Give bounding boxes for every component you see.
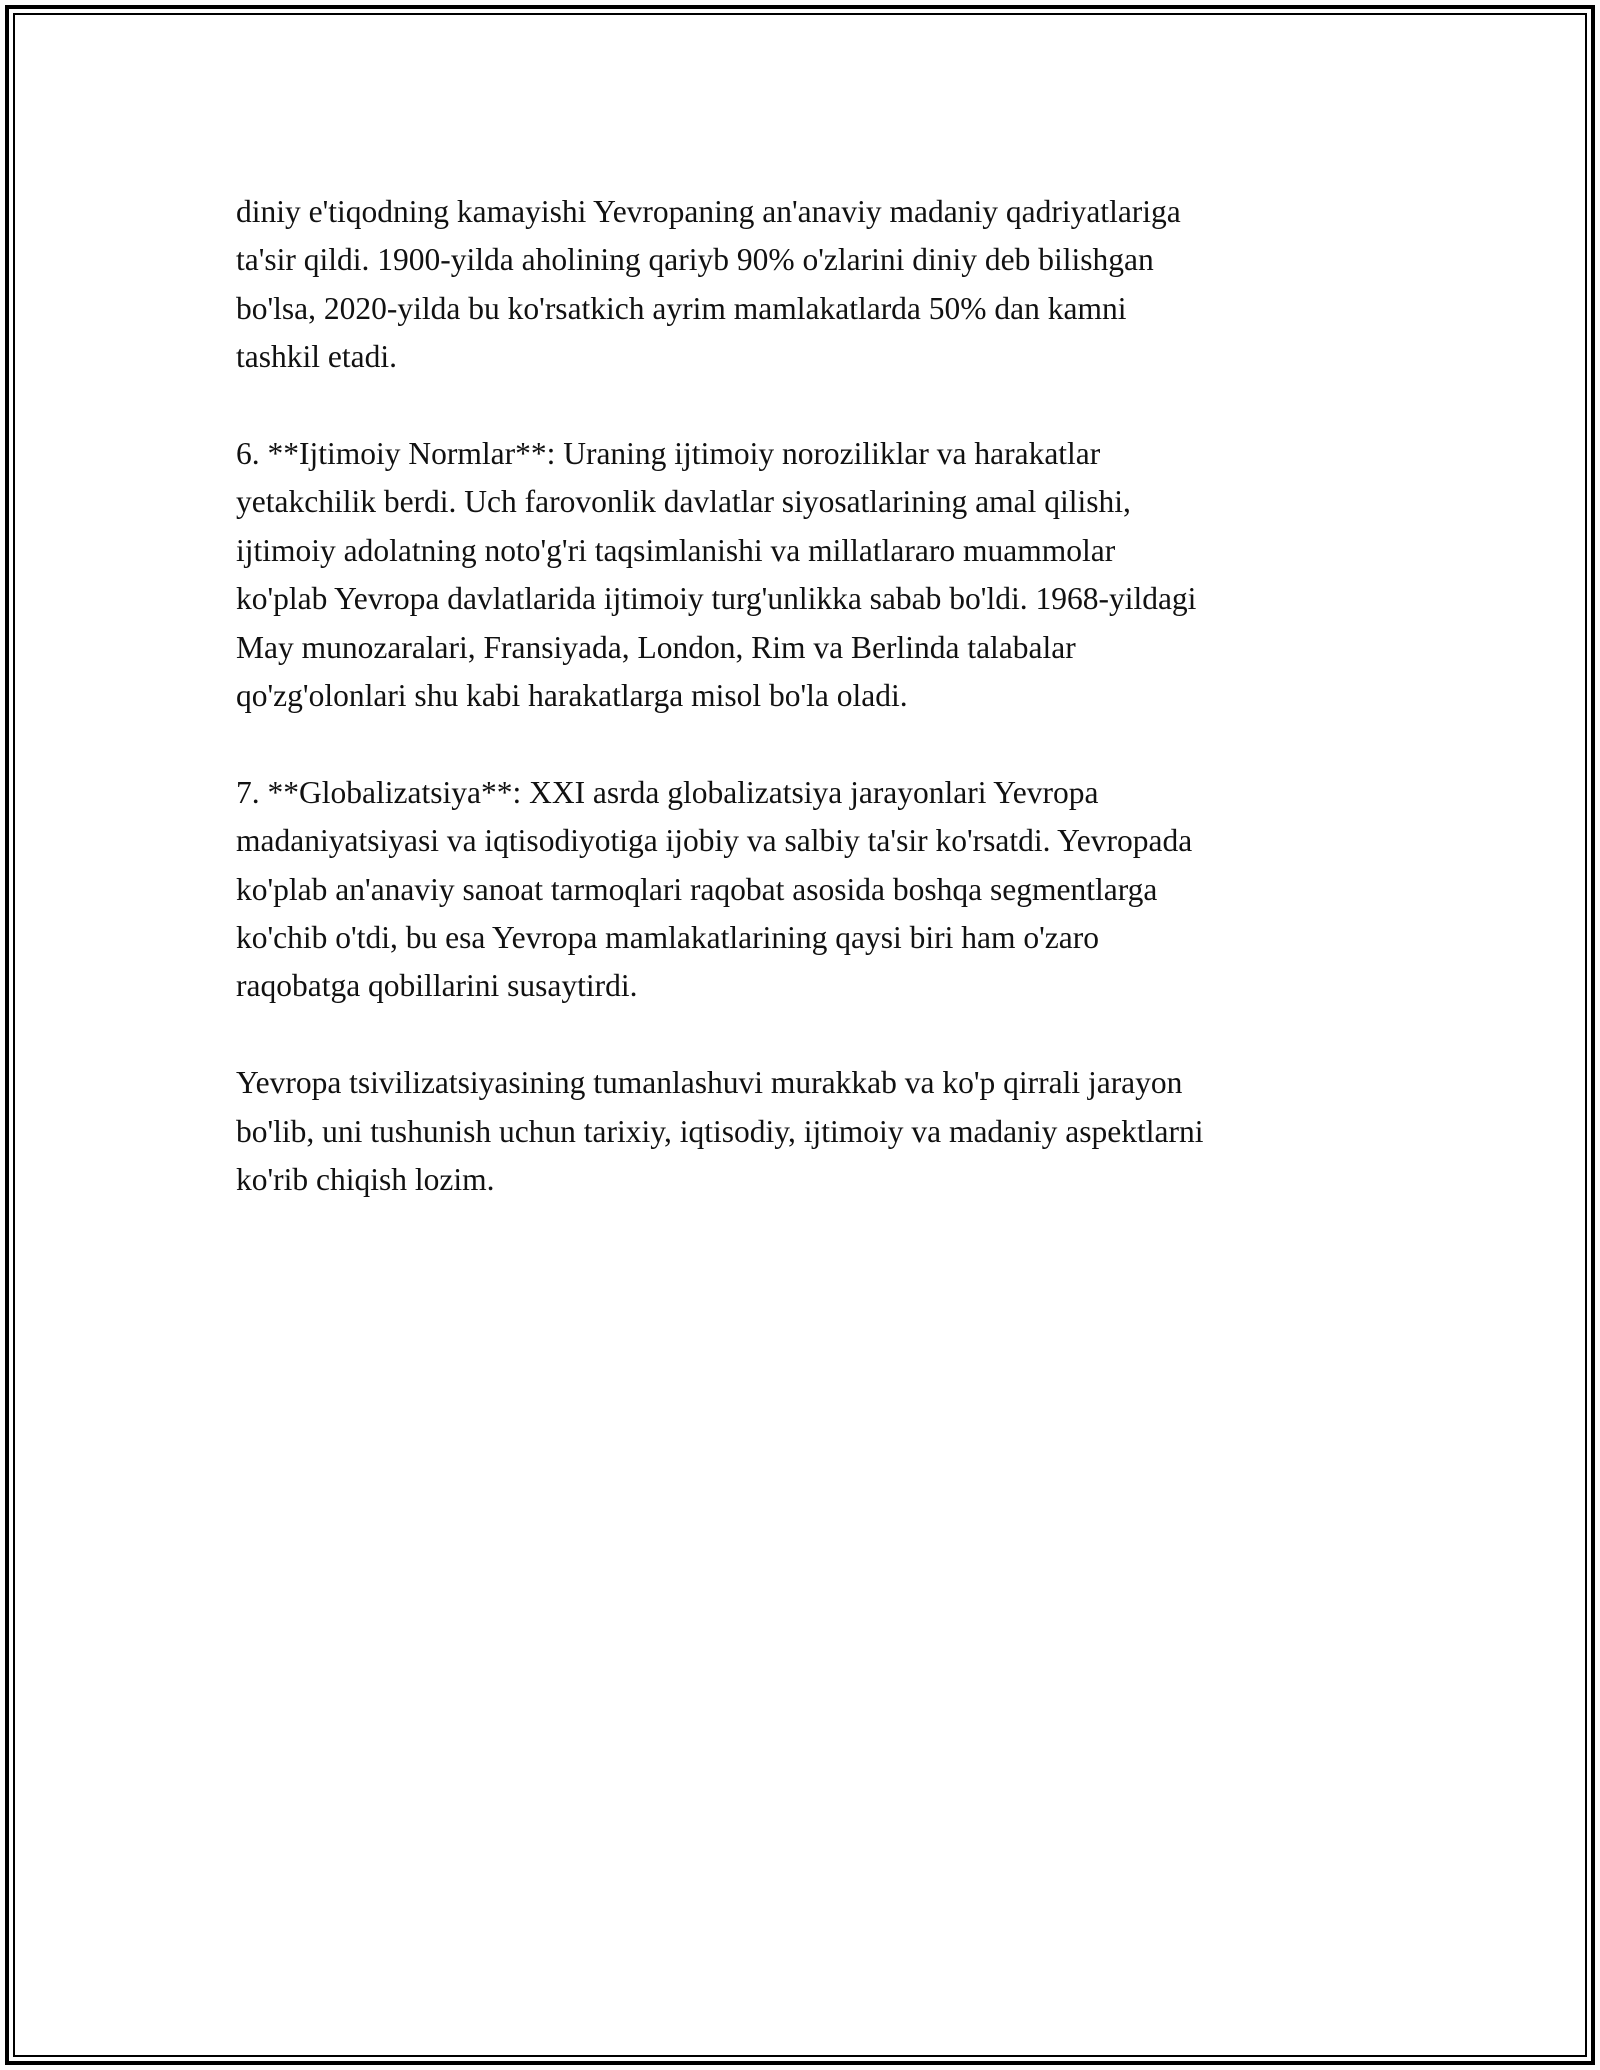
paragraph-religion <box>236 188 1386 382</box>
text-line: ta'sir qildi. 1900-yilda aholining qariyb 90% o'zlarini diniy deb bilishgan <box>236 242 1154 278</box>
text-line: qo'zg'olonlari shu kabi harakatlarga misol bo'la oladi. <box>236 678 908 714</box>
document-body <box>236 188 1386 1253</box>
text-line: diniy e'tiqodning kamayishi Yevropaning an'anaviy madaniy qadriyatlariga <box>236 194 1181 229</box>
paragraph-globalization <box>236 769 1386 1011</box>
text-line: yetakchilik berdi. Uch farovonlik davlatlar siyosatlarining amal qilishi, <box>236 484 1131 520</box>
text-line: 6. **Ijtimoiy Normlar**: Uraning ijtimoiy noroziliklar va harakatlar <box>236 436 1101 472</box>
text-line: 7. **Globalizatsiya**: XXI asrda globalizatsiya jarayonlari Yevropa <box>236 774 1099 810</box>
text-line: ko'rib chiqish lozim. <box>236 1162 495 1198</box>
paragraph-social-norms <box>236 430 1386 720</box>
text-line: ko'plab an'anaviy sanoat tarmoqlari raqobat asosida boshqa segmentlarga <box>236 871 1158 907</box>
text-line: ko'plab Yevropa davlatlarida ijtimoiy turg'unlikka sabab bo'ldi. 1968-yildagi <box>236 581 1197 617</box>
text-line: ko'chib o'tdi, bu esa Yevropa mamlakatlarining qaysi biri ham o'zaro <box>236 920 1099 956</box>
text-line: May munozaralari, Fransiyada, London, Rim va Berlinda talabalar <box>236 629 1076 665</box>
text-line: Yevropa tsivilizatsiyasining tumanlashuvi murakkab va ko'p qirrali jarayon <box>236 1065 1183 1101</box>
text-line: madaniyatsiyasi va iqtisodiyotiga ijobiy va salbiy ta'sir ko'rsatdi. Yevropada <box>236 823 1193 859</box>
text-line: raqobatga qobillarini susaytirdi. <box>236 968 638 1004</box>
text-line: tashkil etadi. <box>236 339 397 375</box>
text-line: bo'lib, uni tushunish uchun tarixiy, iqtisodiy, ijtimoiy va madaniy aspektlarni <box>236 1113 1204 1149</box>
paragraph-conclusion <box>236 1059 1386 1204</box>
text-line: ijtimoiy adolatning noto'g'ri taqsimlanishi va millatlararo muammolar <box>236 532 1116 568</box>
text-line: bo'lsa, 2020-yilda bu ko'rsatkich ayrim mamlakatlarda 50% dan kamni <box>236 290 1127 326</box>
